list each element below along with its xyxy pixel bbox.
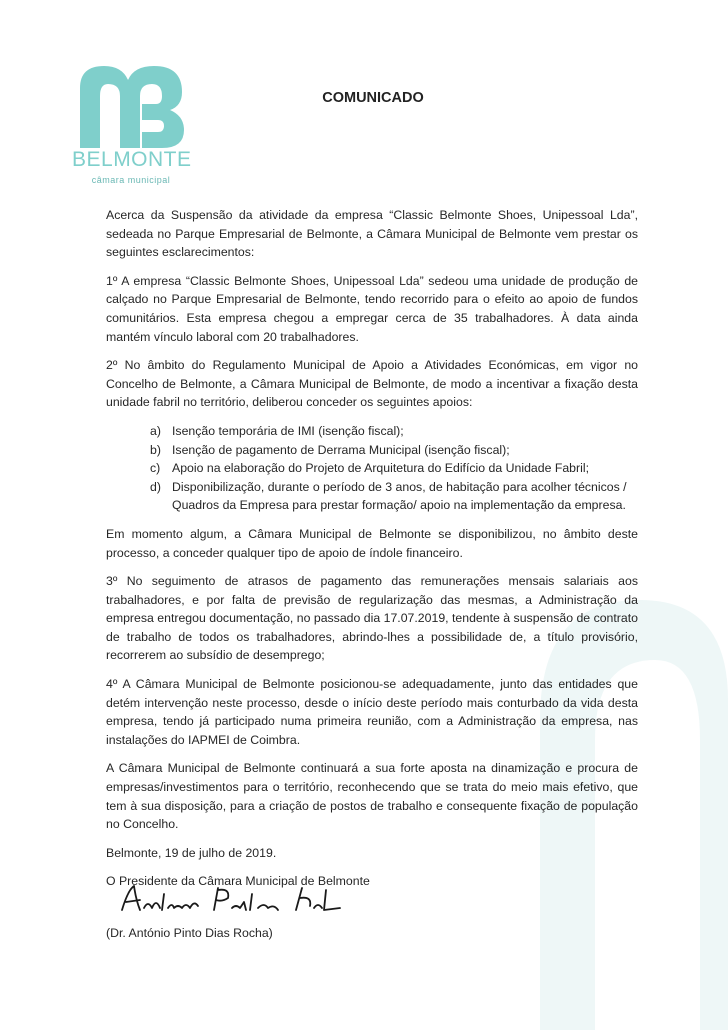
point-2-paragraph: 2º No âmbito do Regulamento Municipal de Apoio a Atividades Económicas, em vigor no Concelho de Belmonte, a Câmara Municipal de Belmonte, de modo a incentivar a fixação desta unidade fabril no território, deliberou conceder os seguintes apoios: [106, 358, 638, 410]
signer-role: O Presidente da Câmara Municipal de Belmonte [106, 874, 370, 889]
intro-paragraph: Acerca da Suspensão da atividade da empresa “Classic Belmonte Shoes, Unipessoal Lda”, sedeada no Parque Empresarial de Belmonte, a Câmara Municipal de Belmonte vem prestar os seguintes esclarecimentos: [106, 208, 638, 260]
closing-paragraph: A Câmara Municipal de Belmonte continuará a sua forte aposta na dinamização e procura de empresas/investimentos para o território, reconhecendo que se trata do meio mais efetivo, que tem à sua disposição, para a criação de postos de trabalho e consequente fixação de população no Concelho. [106, 761, 638, 832]
list-item: d) Disponibilização, durante o período de 3 anos, de habitação para acolher técnicos / Quadros da Empresa para prestar formação/ apoio na implementação da empresa. [150, 479, 627, 513]
no-financial-support-paragraph: Em momento algum, a Câmara Municipal de Belmonte se disponibilizou, no âmbito deste processo, a conceder qualquer tipo de apoio de índole financeiro. [106, 526, 638, 560]
logo-wordmark: BELMONTE [72, 148, 192, 171]
list-item: c) Apoio na elaboração do Projeto de Arquitetura do Edifício da Unidade Fabril; [150, 461, 590, 476]
logo-subtitle: câmara municipal [91, 175, 171, 185]
signer-name: (Dr. António Pinto Dias Rocha) [106, 926, 273, 940]
point-1-paragraph: 1º A empresa “Classic Belmonte Shoes, Unipessoal Lda” sedeou uma unidade de produção de calçado no Parque Empresarial de Belmonte, tendo recorrido para o efeito ao apoio de fundos comunitários. Esta empresa chegou a empregar cerca de 35 trabalhadores. À data ainda mantém vínculo laboral com 20 trabalhadores. [106, 273, 638, 344]
signature-icon [118, 880, 358, 920]
place-date: Belmonte, 19 de julho de 2019. [106, 845, 277, 860]
belmonte-logo-icon [72, 60, 192, 150]
point-4-paragraph: 4º A Câmara Municipal de Belmonte posicionou-se adequadamente, junto das entidades que detém intervenção neste processo, desde o início deste período mais conturbado da vida desta empresa, tendo já participado numa primeira reunião, com a Administração da empresa, nas instalações do IAPMEI de Coimbra. [106, 677, 638, 747]
list-item: a) Isenção temporária de IMI (isenção fiscal); [150, 423, 404, 438]
supports-list [106, 422, 638, 515]
list-item: b) Isenção de pagamento de Derrama Municipal (isenção fiscal); [150, 442, 510, 457]
document-body [106, 206, 638, 891]
document-title: COMUNICADO [322, 90, 424, 106]
point-3-paragraph: 3º No seguimento de atrasos de pagamento das remunerações mensais salariais aos trabalhadores, e por falta de previsão de regularização das mesmas, a Administração da empresa entregou documentação, no passado dia 17.07.2019, tendente à suspensão de contrato de trabalho de todos os trabalhadores, abrindo-lhes a possibilidade de, a título provisório, recorrerem ao subsídio de desemprego; [106, 574, 638, 663]
